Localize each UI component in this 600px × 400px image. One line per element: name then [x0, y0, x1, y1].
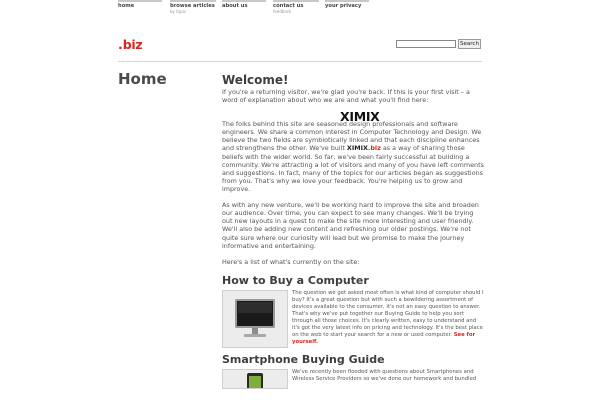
nav-browse-label: browse articles — [170, 3, 215, 9]
inline-brand — [347, 144, 381, 152]
nav-about-label: about us — [222, 3, 248, 9]
article-smartphone-guide-text: We've recently been flooded with questions about Smartphones and Wireless Service Providers so we've done our homework and bundled — [292, 368, 477, 382]
logo-tld: biz — [122, 37, 143, 52]
article-buy-computer — [222, 290, 484, 348]
nav-your-privacy[interactable] — [325, 0, 369, 22]
monitor-thumbnail[interactable] — [222, 290, 288, 348]
article-smartphone-guide — [222, 369, 484, 389]
nav-privacy-label: your privacy — [325, 3, 362, 9]
nav-browse-articles[interactable] — [170, 0, 216, 22]
smartphone-thumbnail[interactable] — [222, 369, 288, 389]
welcome-paragraph-about — [222, 120, 484, 193]
logo-main-text: XIMIX — [340, 109, 380, 124]
nav-contact-us[interactable] — [273, 0, 319, 22]
see-for-yourself-link[interactable]: See for yourself. — [292, 331, 476, 345]
nav-about-us[interactable] — [222, 0, 266, 22]
article-buy-computer-body: The question we get asked most often is what kind of computer should I buy? It's a great question but with such a bewildering assortment of devices available to the consumer, it's not an easy question to answer. That's why we've put together our Buying Guide to help you sort through all those choices. It's clearly written, easy to understand and it's got the very latest info on pricing and technology. It's the best place on the web to start your search for a new or used computer. — [292, 289, 484, 338]
inline-brand-main: XIMIX — [346, 144, 368, 153]
about-text-after: as a way of sharing those beliefs with the wider world. So far, we've been fairly successful at building a community. We're attracting a lot of visitors and many of you have left comments and suggestions. In fact, many of the topics for our articles began as suggestions from you. That's why we love your feedback. You're helping us to grow and improve. — [222, 144, 484, 193]
search-input[interactable] — [396, 40, 456, 48]
smartphone-icon — [223, 370, 287, 389]
page-title: Home — [118, 70, 167, 88]
welcome-paragraph-venture: As with any new venture, we'll be working hard to improve the site and broaden our audience. Over time, you can expect to see many changes. We'll be trying out new layouts in a quest to make the site more interesting and user friendly. We'll also be adding new content and refreshing our older postings. We're not quite sure where our curiosity will lead but we promise to make the journey informative and entertaining. — [222, 201, 479, 250]
article-title-smartphone-guide[interactable]: Smartphone Buying Guide — [222, 352, 385, 366]
nav-home[interactable] — [118, 0, 162, 22]
search-button[interactable]: Search — [458, 39, 481, 49]
header-divider — [118, 61, 482, 62]
welcome-list-intro: Here's a list of what's currently on the site: — [222, 257, 360, 266]
logo-dot: . — [118, 37, 123, 52]
inline-brand-tld: .biz — [367, 144, 381, 153]
nav-contact-sub: feedback — [273, 9, 292, 14]
main-content — [222, 72, 484, 389]
nav-home-label: home — [118, 3, 135, 9]
welcome-intro: If you're a returning visitor, we're glad you're back. If this is your first visit – a word of explanation about who we are and what you'll find here: — [222, 88, 470, 105]
article-title-buy-computer[interactable]: How to Buy a Computer — [222, 273, 369, 287]
top-navigation — [0, 0, 600, 22]
article-buy-computer-text — [292, 290, 484, 348]
welcome-heading: Welcome! — [222, 73, 289, 87]
monitor-icon — [223, 291, 287, 347]
nav-contact-label: contact us — [273, 3, 304, 9]
about-text-before: The folks behind this site are seasoned design professionals and software engineers. We share a common interest in Computer Technology and Design. We believe the two fields are symbiotically linked and that each discipline enhances and strengthens the other. We've built — [222, 120, 482, 153]
nav-browse-sub: by topic — [170, 9, 187, 14]
